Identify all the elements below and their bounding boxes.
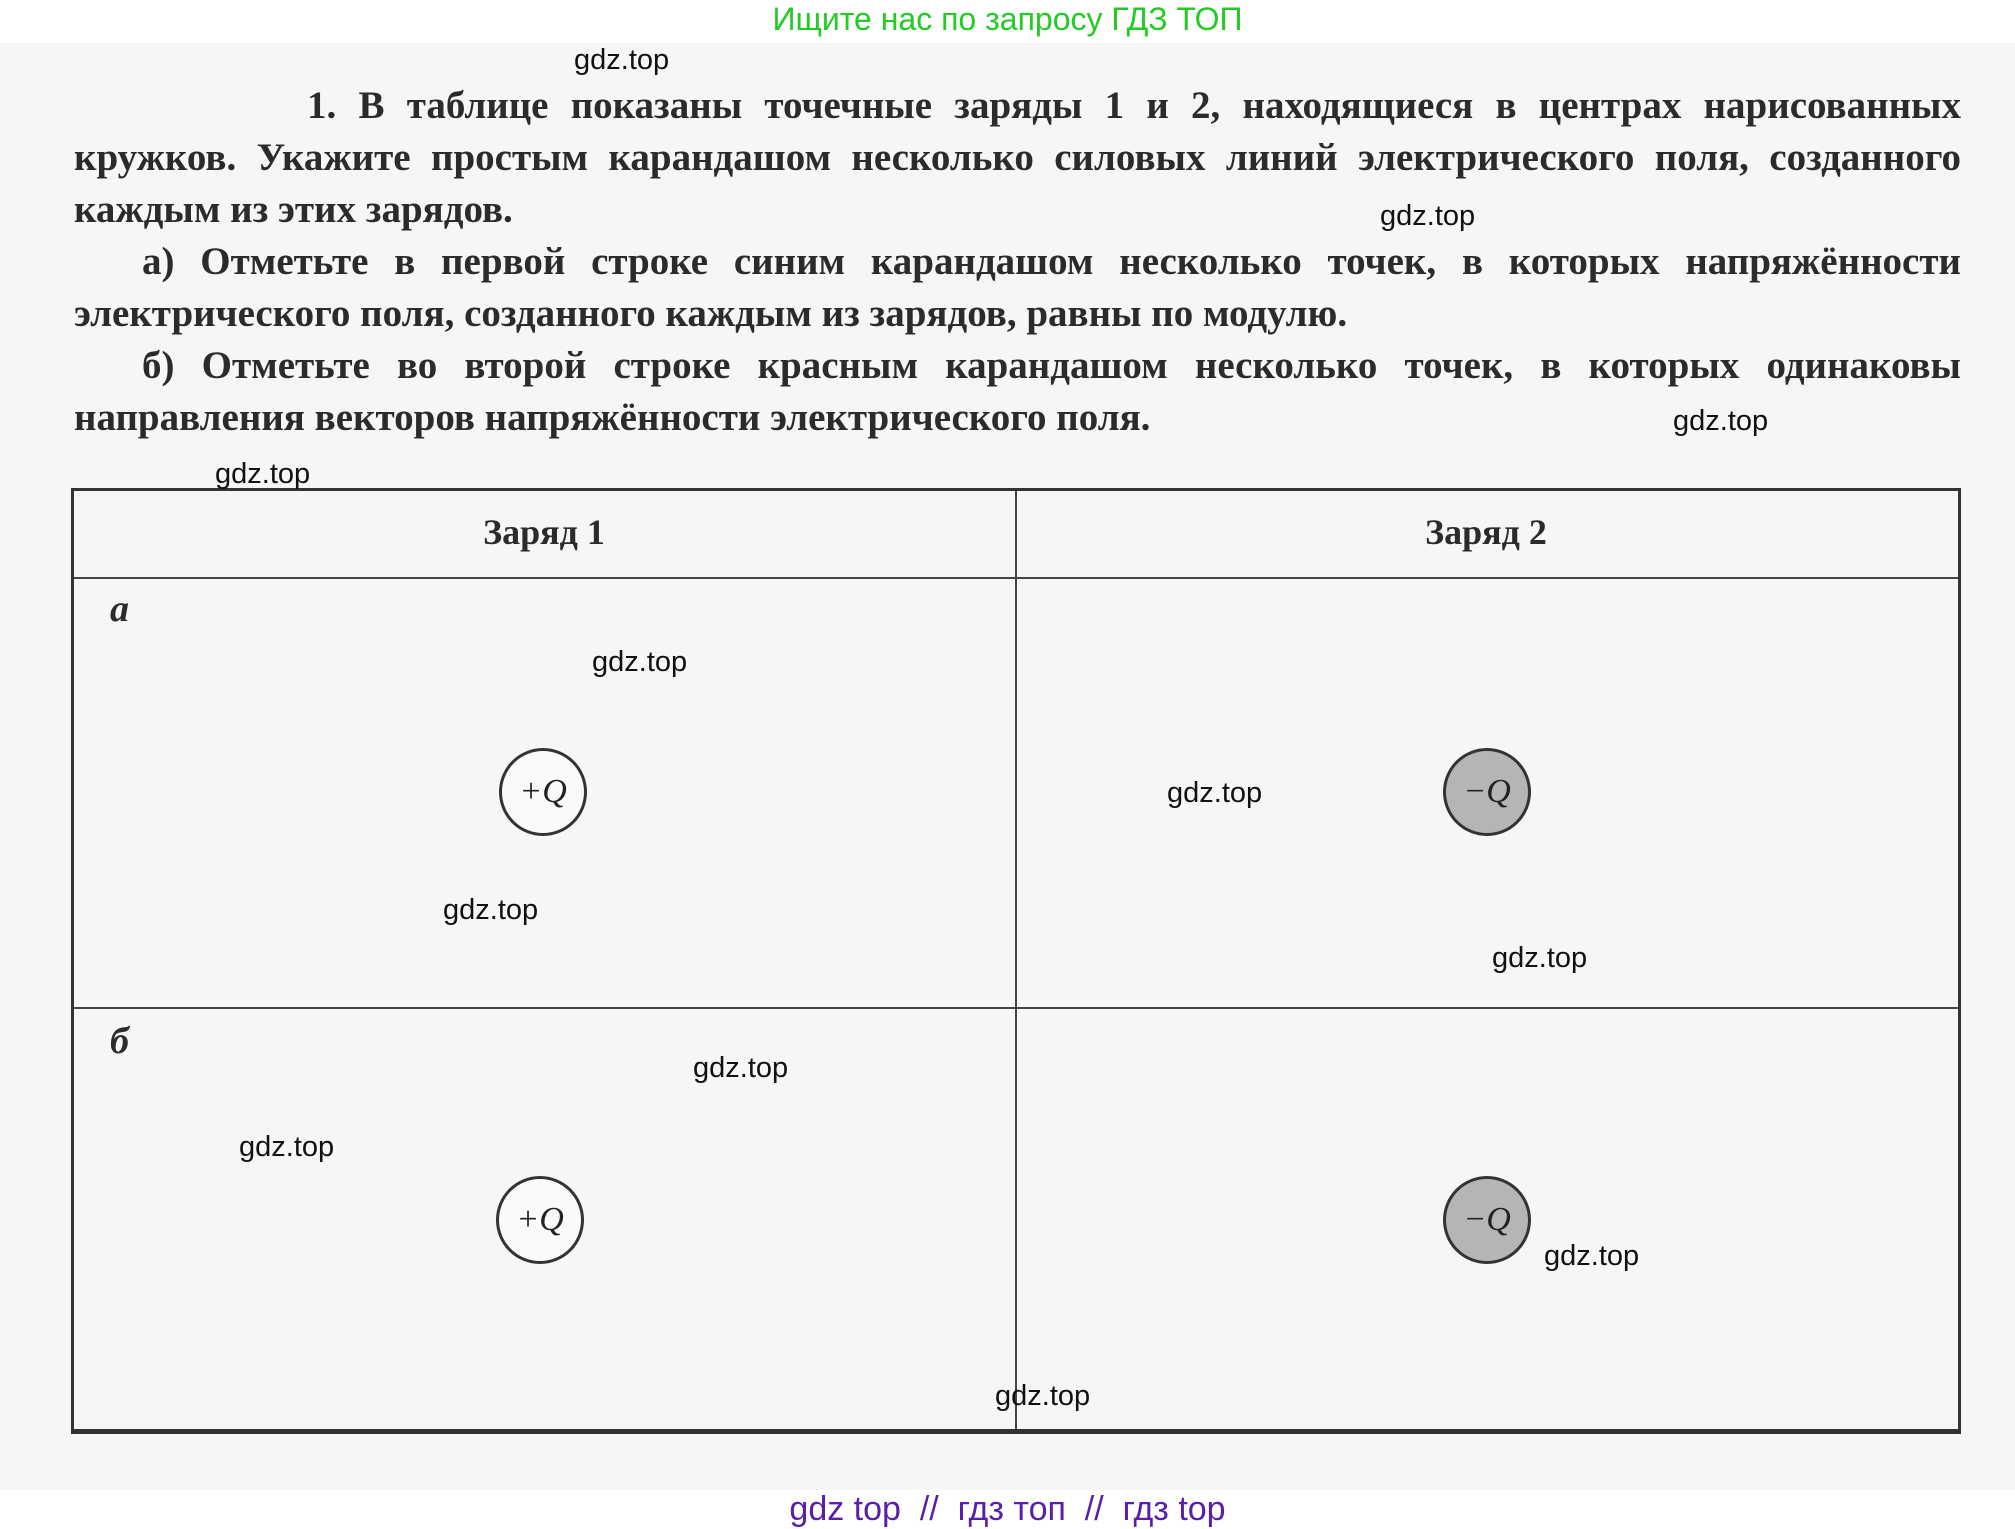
watermark: gdz.top bbox=[693, 1052, 789, 1084]
negative-charge-row-a: −Q bbox=[1443, 748, 1531, 836]
watermark: gdz.top bbox=[574, 44, 670, 76]
watermark: gdz.top bbox=[443, 894, 539, 926]
header-divider bbox=[74, 577, 1958, 579]
watermark: gdz.top bbox=[215, 458, 311, 490]
row-label-a: а bbox=[110, 588, 129, 630]
task-part-b-text: б) Отметьте во второй строке красным карандашом несколько точек, в которых одинаковы направления векторов напряжённости электрического поля. bbox=[74, 344, 1961, 439]
charges-table bbox=[71, 488, 1961, 1434]
footer-watermark: gdz top // гдз топ // гдз top bbox=[789, 1490, 1226, 1528]
watermark: gdz.top bbox=[995, 1380, 1091, 1412]
column-header-charge-2: Заряд 2 bbox=[1425, 512, 1547, 552]
task-part-a bbox=[74, 236, 1961, 340]
column-divider bbox=[1015, 491, 1017, 1429]
task-part-a-text: а) Отметьте в первой строке синим карандашом несколько точек, в которых напряжённости электрического поля, созданного каждым из зарядов, равны по модулю. bbox=[74, 240, 1961, 335]
watermark: gdz.top bbox=[239, 1131, 335, 1163]
positive-charge-row-a: +Q bbox=[499, 748, 587, 836]
search-hint-banner: Ищите нас по запросу ГДЗ ТОП bbox=[772, 1, 1243, 37]
column-header-charge-1: Заряд 1 bbox=[483, 512, 605, 552]
textbook-page bbox=[0, 43, 2015, 1490]
row-label-b: б bbox=[110, 1020, 129, 1062]
watermark: gdz.top bbox=[1673, 405, 1769, 437]
watermark: gdz.top bbox=[1167, 777, 1263, 809]
positive-charge-row-b: +Q bbox=[496, 1176, 584, 1264]
watermark: gdz.top bbox=[592, 646, 688, 678]
row-divider bbox=[74, 1007, 1958, 1009]
task-intro-text: 1. В таблице показаны точечные заряды 1 и 2, находящиеся в центрах нарисованных кружков. Укажите простым карандашом несколько силовых линий электрического поля, созданного каждым из этих зарядов. bbox=[74, 84, 1961, 231]
task-intro bbox=[74, 80, 1961, 236]
watermark: gdz.top bbox=[1544, 1240, 1640, 1272]
negative-charge-row-b: −Q bbox=[1443, 1176, 1531, 1264]
watermark: gdz.top bbox=[1380, 200, 1476, 232]
watermark: gdz.top bbox=[1492, 942, 1588, 974]
